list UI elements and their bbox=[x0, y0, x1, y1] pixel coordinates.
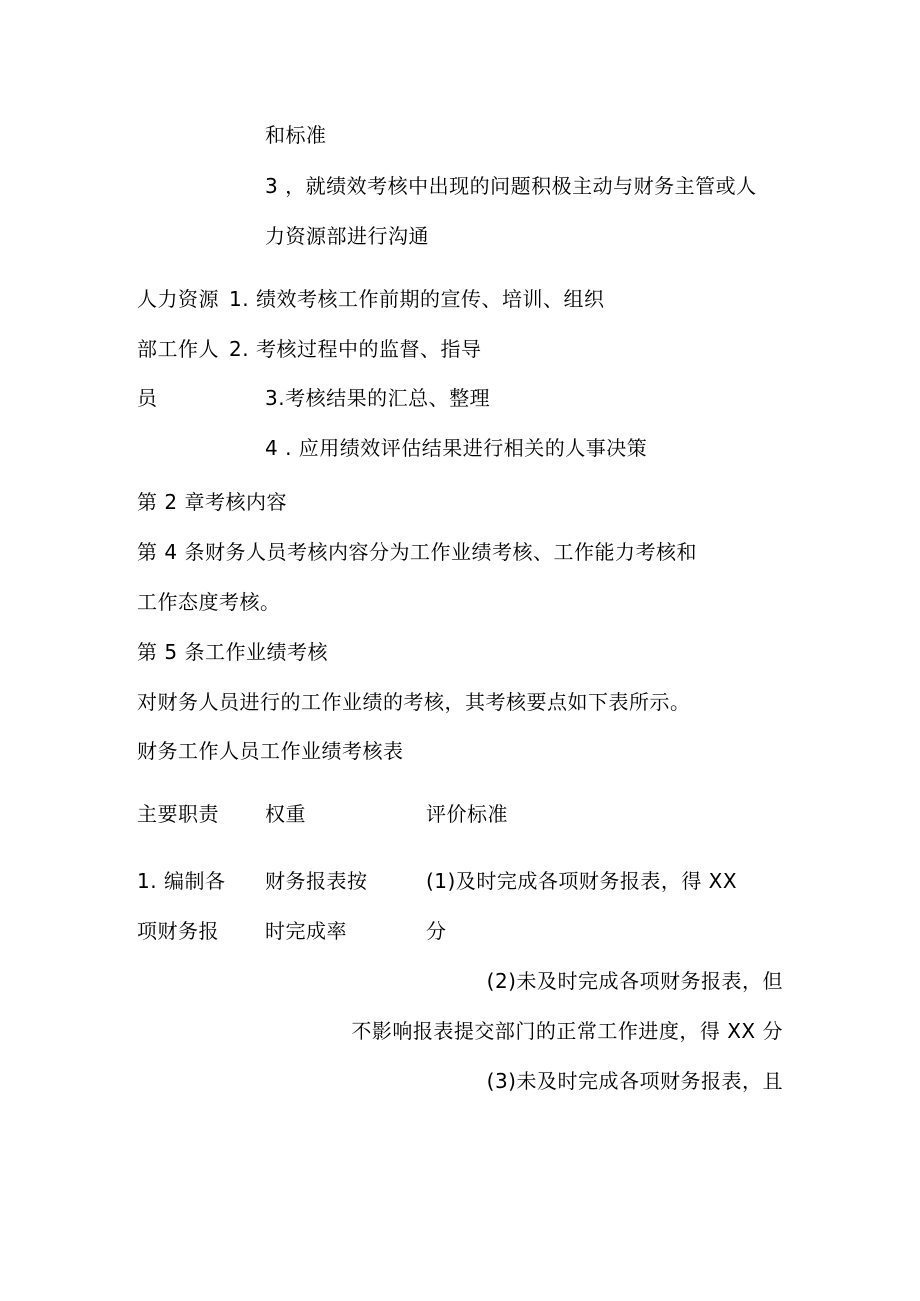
hr-role-label-3: 员 bbox=[137, 386, 158, 410]
continuation-item-3-line-2: 力资源部进行沟通 bbox=[265, 224, 429, 248]
table-title: 财务工作人员工作业绩考核表 bbox=[137, 739, 404, 763]
hr-role-label-1: 人力资源 bbox=[137, 287, 219, 311]
hr-duty-2: 2. 考核过程中的监督、指导 bbox=[229, 337, 482, 361]
article-4-line-2: 工作态度考核。 bbox=[137, 590, 281, 614]
table-cell-criteria-1-line-2: 分 bbox=[426, 919, 447, 943]
table-cell-criteria-1-line-1: (1)及时完成各项财务报表，得 XX bbox=[426, 869, 738, 893]
table-cell-duty-line-2: 项财务报 bbox=[137, 919, 219, 943]
table-cell-criteria-2-line-1: (2)未及时完成各项财务报表，但 bbox=[486, 969, 783, 993]
table-header-criteria: 评价标准 bbox=[426, 802, 508, 826]
hr-duty-4: 4 . 应用绩效评估结果进行相关的人事决策 bbox=[265, 436, 648, 460]
article-5-description: 对财务人员进行的工作业绩的考核，其考核要点如下表所示。 bbox=[137, 690, 691, 714]
table-header-duty: 主要职责 bbox=[137, 802, 219, 826]
table-cell-duty-line-1: 1. 编制各 bbox=[137, 869, 226, 893]
hr-duty-3: 3.考核结果的汇总、整理 bbox=[265, 386, 491, 410]
table-cell-weight-line-2: 时完成率 bbox=[265, 919, 347, 943]
table-cell-criteria-2-line-2: 不影响报表提交部门的正常工作进度，得 XX 分 bbox=[351, 1019, 783, 1043]
continuation-and-standard: 和标准 bbox=[265, 123, 327, 147]
table-cell-weight-line-1: 财务报表按 bbox=[265, 869, 368, 893]
hr-duty-1: 1. 绩效考核工作前期的宣传、培训、组织 bbox=[229, 287, 605, 311]
table-cell-criteria-3-line-1: (3)未及时完成各项财务报表，且 bbox=[486, 1069, 783, 1093]
article-5-heading: 第 5 条工作业绩考核 bbox=[137, 640, 328, 664]
article-4-line-1: 第 4 条财务人员考核内容分为工作业绩考核、工作能力考核和 bbox=[137, 540, 697, 564]
chapter-heading: 第 2 章考核内容 bbox=[137, 490, 287, 514]
hr-role-label-2: 部工作人 bbox=[137, 337, 219, 361]
continuation-item-3-line-1: 3 ，就绩效考核中出现的问题积极主动与财务主管或人 bbox=[265, 174, 757, 198]
table-header-weight: 权重 bbox=[265, 802, 306, 826]
